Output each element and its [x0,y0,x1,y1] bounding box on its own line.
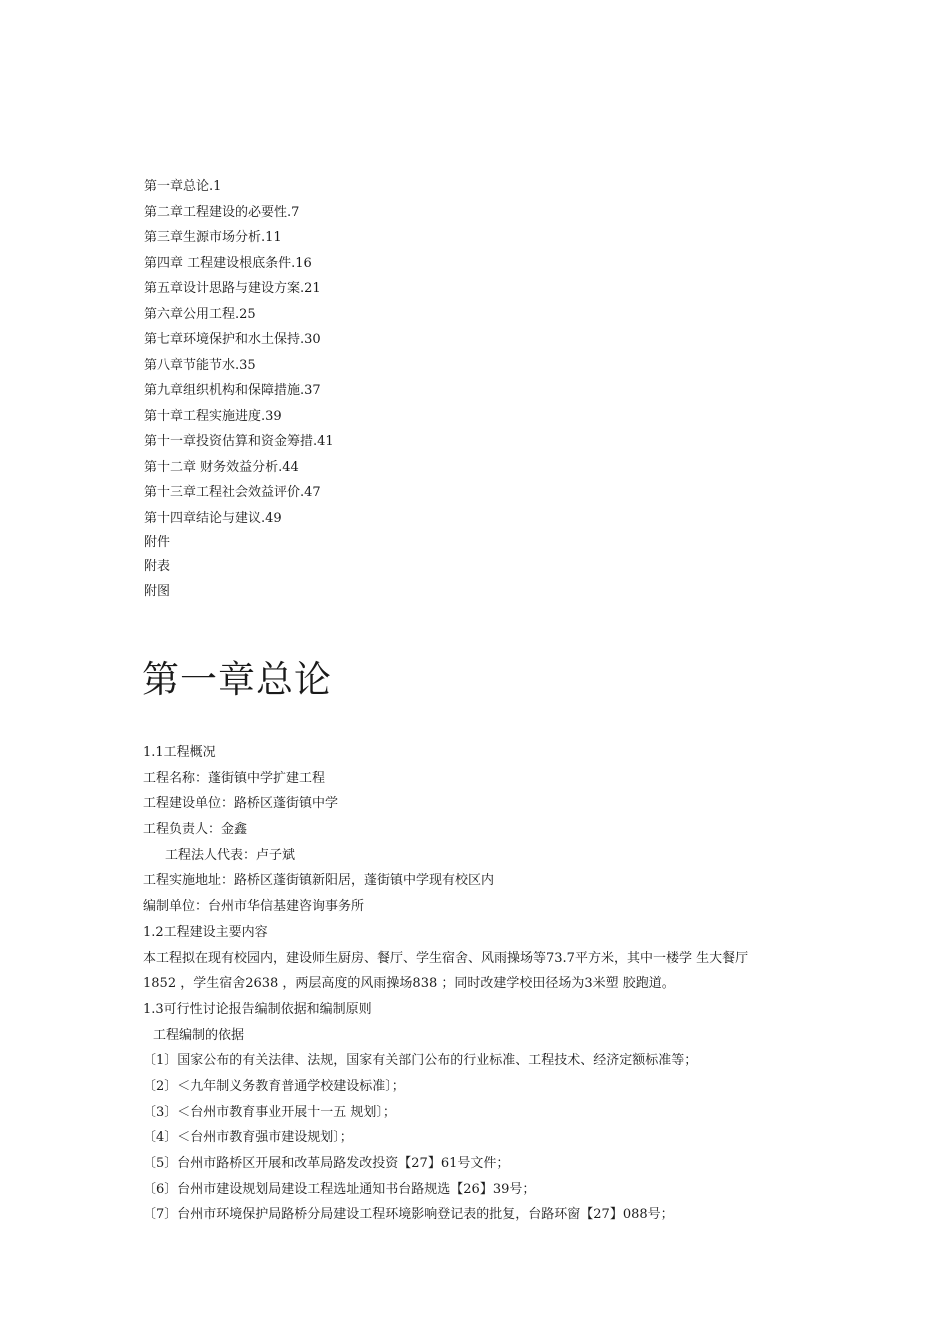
section-heading: 1.2工程建设主要内容 [143,924,268,940]
toc-entry[interactable]: 第九章组织机构和保障措施.37 [144,383,321,398]
section-heading: 1.1工程概况 [143,745,216,760]
basis-item: 〔5〕台州市路桥区开展和改革局路发改投资【27】61号文件； [143,1156,510,1171]
project-leader: 工程负责人：金鑫 [143,822,248,838]
chapter-title: 第一章总论 [142,658,332,701]
toc-entry[interactable]: 第三章生源市场分析.11 [144,230,282,245]
table-of-contents [144,174,844,604]
section-heading: 1.3可行性讨论报告编制依据和编制原则 [143,1001,372,1017]
project-unit: 工程建设单位：路桥区蓬街镇中学 [143,796,339,812]
toc-entry[interactable]: 第八章节能节水.35 [144,357,256,373]
subsection-heading: 工程编制的依据 [153,1027,245,1043]
toc-entry[interactable]: 第十一章投资估算和资金筹措.41 [144,434,334,449]
legal-representative: 工程法人代表：卢子斌 [165,847,296,863]
compiling-unit: 编制单位：台州市华信基建咨询事务所 [143,899,365,915]
basis-item: 〔4〕＜台州市教育强市建设规划〕； [143,1130,353,1146]
toc-entry[interactable]: 第六章公用工程.25 [144,306,256,322]
toc-entry[interactable]: 第十章工程实施进度.39 [144,408,282,424]
toc-entry[interactable]: 第二章工程建设的必要性.7 [144,204,300,220]
toc-entry[interactable]: 附图 [144,583,171,599]
toc-entry[interactable]: 第五章设计思路与建设方案.21 [144,281,321,296]
toc-entry[interactable]: 第一章总论.1 [144,179,222,194]
toc-entry[interactable]: 第十二章 财务效益分析.44 [144,459,299,475]
basis-item: 〔2〕＜九年制义务教育普通学校建设标准〕； [143,1078,405,1094]
paragraph-line: 1852 ，学生宿舍2638 ，两层高度的风雨操场838 ；同时改建学校田径场为3米塑 胶跑道。 [143,976,675,992]
toc-entry[interactable]: 第七章环境保护和水土保持.30 [144,332,321,347]
toc-entry[interactable]: 第十三章工程社会效益评价.47 [144,485,321,500]
basis-item: 〔6〕台州市建设规划局建设工程选址通知书台路规选【26】39号； [143,1181,536,1197]
toc-entry[interactable]: 附表 [144,559,171,575]
toc-entry[interactable]: 第四章 工程建设根底条件.16 [144,255,312,271]
toc-entry[interactable]: 第十四章结论与建议.49 [144,510,282,526]
toc-entry[interactable]: 附件 [144,535,171,550]
basis-item: 〔1〕国家公布的有关法律、法规，国家有关部门公布的行业标准、工程技术、经济定额标准等； [143,1053,698,1069]
project-name: 工程名称：蓬街镇中学扩建工程 [143,770,326,786]
basis-item: 〔7〕台州市环境保护局路桥分局建设工程环境影响登记表的批复，台路环窗【27】088号； [143,1207,674,1223]
paragraph-line: 本工程拟在现有校园内，建设师生厨房、餐厅、学生宿舍、风雨操场等73.7平方米，其中一楼学 生大餐厅 [143,950,749,966]
chapter-body [143,740,823,1228]
basis-item: 〔3〕＜台州市教育事业开展十一五 规划〕； [143,1104,396,1120]
project-address: 工程实施地址：路桥区蓬街镇新阳居，蓬街镇中学现有校区内 [143,873,495,889]
